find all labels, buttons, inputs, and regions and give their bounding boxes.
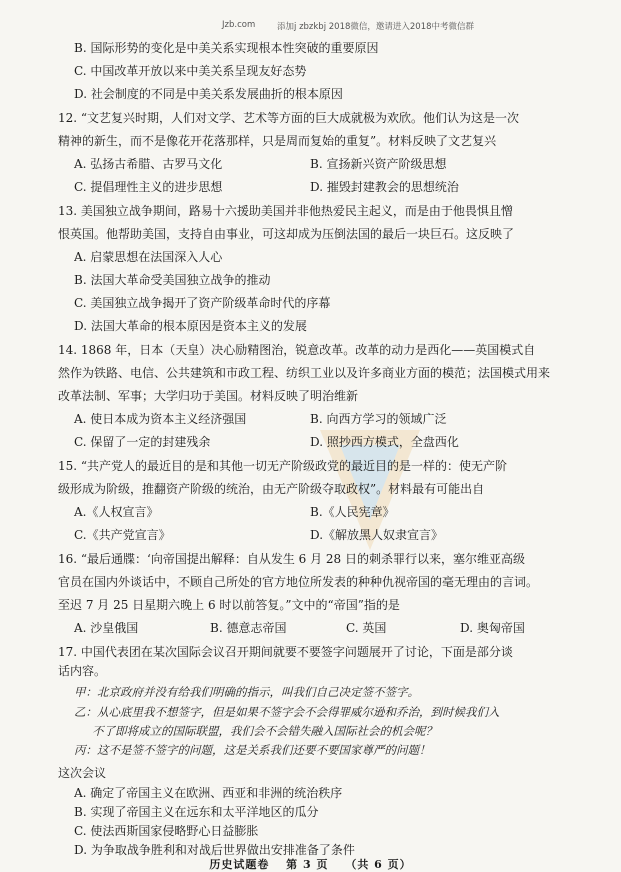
q17-lead: 这次会议: [58, 766, 107, 780]
q14-option-c: C. 保留了一定的封建残余: [74, 435, 211, 449]
q15-stem-1: 15. “共产党人的最近目的是和其他一切无产阶级政党的最近目的是一样的：使无产阶: [58, 459, 508, 473]
q12-option-c: C. 提倡理性主义的进步思想: [74, 180, 223, 194]
q16-option-c: C. 英国: [346, 621, 387, 635]
q16-option-d: D. 奥匈帝国: [460, 621, 525, 635]
footer-total: （共 6 页）: [345, 858, 412, 871]
q14-stem-2: 然作为铁路、电信、公共建筑和市政工程、纺织工业以及许多商业方面的模范；法国模式用来: [58, 366, 551, 380]
q14-option-a: A. 使日本成为资本主义经济强国: [74, 412, 247, 426]
q17-dialogue-bing: 丙：这不是签不签字的问题，这是关系我们还要不要国家尊严的问题！: [74, 743, 431, 757]
q15-option-a: A.《人权宣言》: [74, 505, 159, 519]
q15-option-b: B.《人民宪章》: [310, 505, 395, 519]
footer-subject: 历史试题卷: [209, 858, 270, 871]
q13-option-a: A. 启蒙思想在法国深入人心: [74, 250, 223, 264]
q13-stem-2: 恨英国。他帮助美国，支持自由事业，可这却成为压倒法国的最后一块巨石。这反映了: [58, 227, 515, 241]
q12-stem-2: 精神的新生，而不是像花开花落那样，只是周而复始的重复”。材料反映了文艺复兴: [58, 134, 497, 148]
q12-option-a: A. 弘扬古希腊、古罗马文化: [74, 157, 223, 171]
q14-stem-1: 14. 1868 年，日本（天皇）决心励精图治，锐意改革。改革的动力是西化——英国模式自: [58, 343, 536, 357]
q16-stem-1: 16. “最后通牒：‘向帝国提出解释：自从发生 6 月 28 日的刺杀罪行以来，塞尔维亚高级: [58, 552, 526, 566]
q16-stem-3: 至迟 7 月 25 日星期六晚上 6 时以前答复。”文中的“帝国”指的是: [58, 598, 400, 612]
q12-stem-1: 12. “文艺复兴时期，人们对文学、艺术等方面的巨大成就极为欢欣。他们认为这是一次: [58, 111, 520, 125]
q12-option-b: B. 宣扬新兴资产阶级思想: [310, 157, 447, 171]
q15-stem-2: 级形成为阶级，推翻资产阶级的统治，由无产阶级夺取政权”。材料最有可能出自: [58, 482, 485, 496]
header-note: 添加j zbzkbj 2018微信，邀请进入2018中考微信群: [277, 22, 475, 32]
q14-option-b: B. 向西方学习的领域广泛: [310, 412, 447, 426]
header-site: Jzb.com: [222, 20, 256, 30]
q15-option-c: C.《共产党宣言》: [74, 528, 171, 542]
q17-dialogue-jia: 甲：北京政府并没有给我们明确的指示，叫我们自己决定签不签字。: [74, 685, 419, 699]
q17-stem-1: 17. 中国代表团在某次国际会议召开期间就要不要签字问题展开了讨论，下面是部分谈: [58, 645, 513, 659]
q14-stem-3: 改革法制、军事；大学归功于美国。材料反映了明治维新: [58, 389, 359, 403]
q12-option-d: D. 摧毁封建教会的思想统治: [310, 180, 459, 194]
q17-option-a: A. 确定了帝国主义在欧洲、西亚和非洲的统治秩序: [74, 786, 343, 800]
q17-dialogue-yi-2: 不了即将成立的国际联盟，我们会不会错失融入国际社会的机会呢？: [92, 724, 437, 738]
q17-option-c: C. 使法西斯国家侵略野心日益膨胀: [74, 824, 259, 838]
q17-dialogue-yi-1: 乙：从心底里我不想签字，但是如果不签字会不会得罪威尔逊和乔治，到时候我们入: [74, 705, 500, 719]
q17-option-b: B. 实现了帝国主义在远东和太平洋地区的瓜分: [74, 805, 319, 819]
q13-option-d: D. 法国大革命的根本原因是资本主义的发展: [74, 319, 307, 333]
q16-stem-2: 官员在国内外谈话中，不顾自己所处的官方地位所发表的种种仇视帝国的毫无理由的言词。: [58, 575, 539, 589]
q17-stem-2: 话内容。: [58, 664, 107, 678]
q13-stem-1: 13. 美国独立战争期间，路易十六援助美国并非他热爱民主起义，而是由于他畏惧且憎: [58, 204, 513, 218]
q16-option-b: B. 德意志帝国: [210, 621, 287, 635]
q11-option-c: C. 中国改革开放以来中美关系呈现友好态势: [74, 64, 307, 78]
q16-option-a: A. 沙皇俄国: [74, 621, 139, 635]
q11-option-b: B. 国际形势的变化是中美关系实现根本性突破的重要原因: [74, 41, 379, 55]
q14-option-d: D. 照抄西方模式，全盘西化: [310, 435, 459, 449]
q11-option-d: D. 社会制度的不同是中美关系发展曲折的根本原因: [74, 87, 343, 101]
q13-option-c: C. 美国独立战争揭开了资产阶级革命时代的序幕: [74, 296, 331, 310]
q15-option-d: D.《解放黑人奴隶宣言》: [310, 528, 444, 542]
q17-option-d: D. 为争取战争胜利和对战后世界做出安排准备了条件: [74, 843, 355, 857]
q13-option-b: B. 法国大革命受美国独立战争的推动: [74, 273, 271, 287]
footer-page: 第 3 页: [286, 858, 329, 871]
